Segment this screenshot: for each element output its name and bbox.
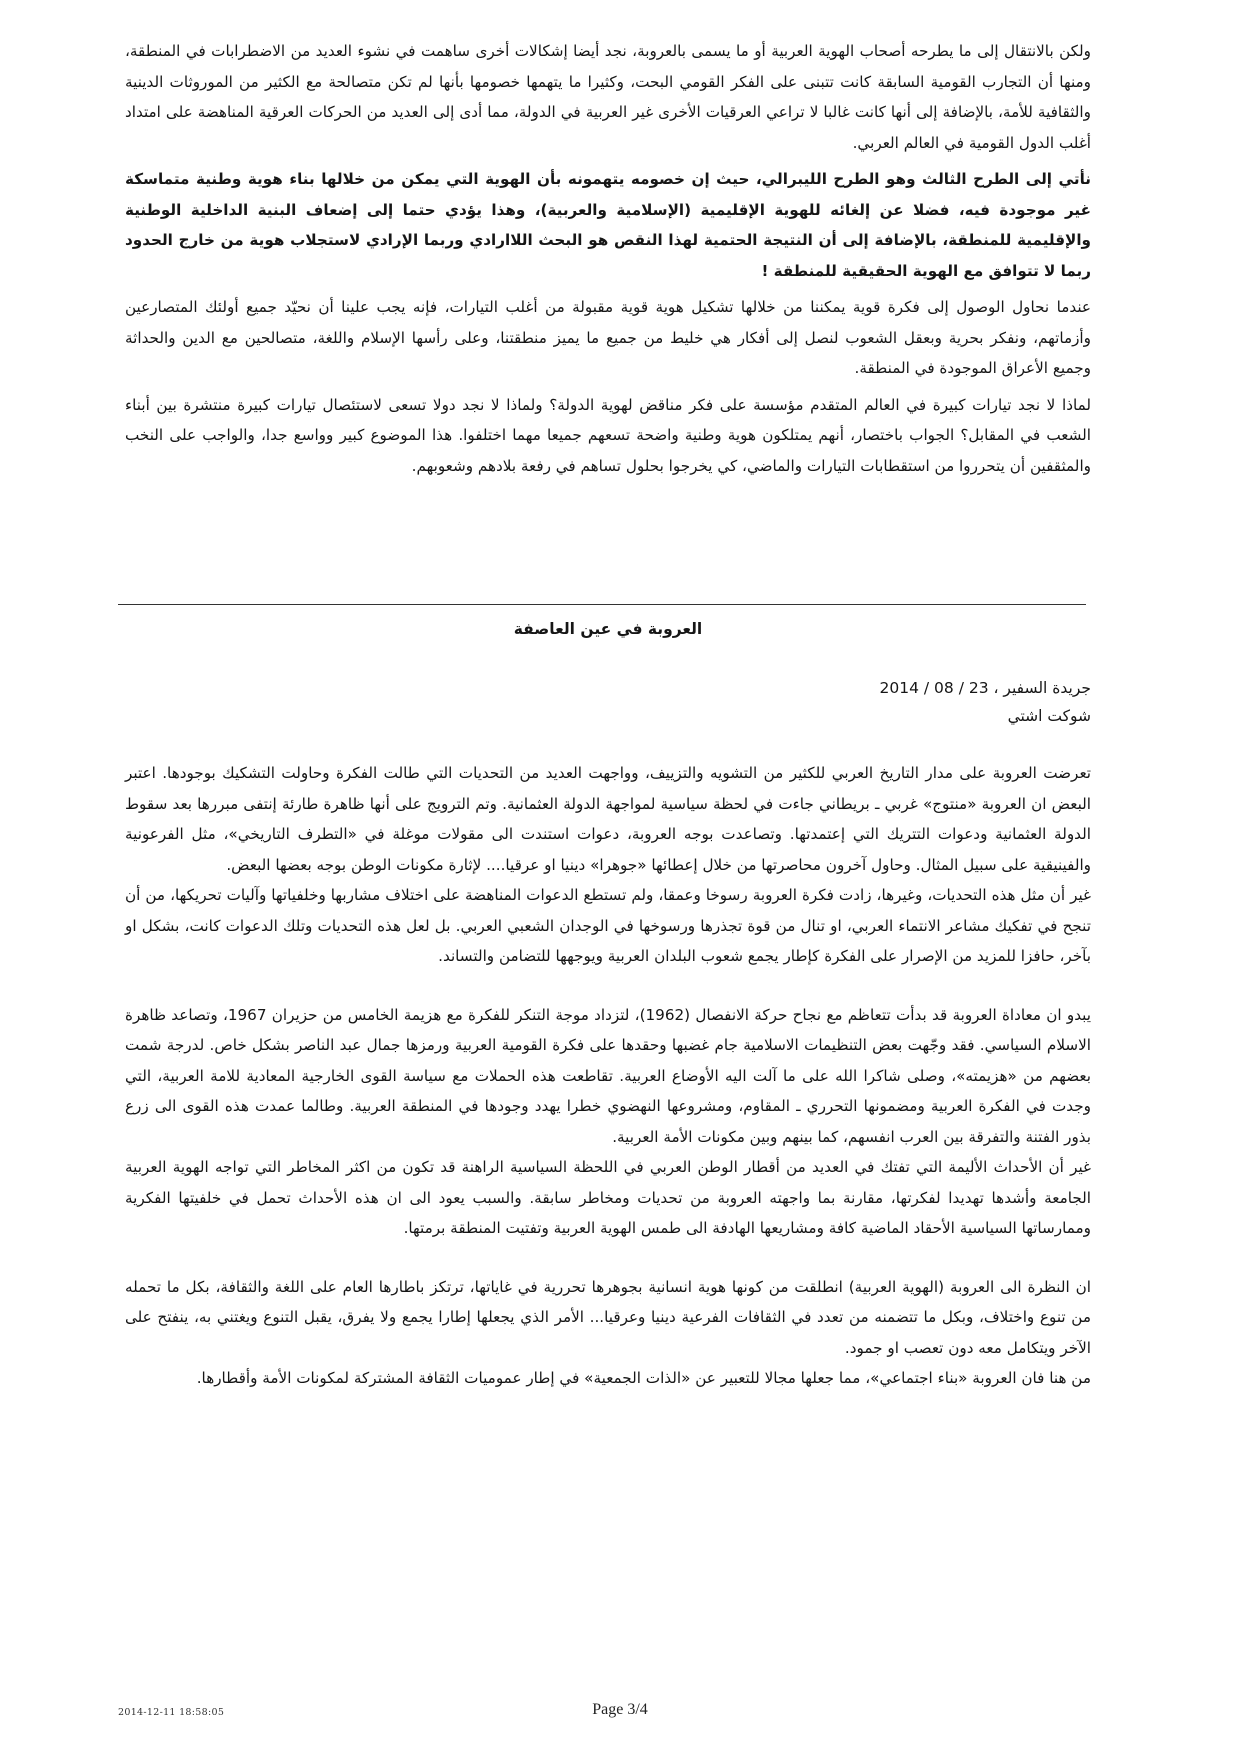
page-number: Page 3/4 xyxy=(592,1701,648,1718)
footer-timestamp: 2014-12-11 18:58:05 xyxy=(118,1707,225,1718)
article-paragraph-2: غير أن مثل هذه التحديات، وغيرها، زادت فكرة العروبة رسوخا وعمقا، ولم تستطع الدعوات المناهضة على اختلاف مشاربها وخلفياتها وآليات تحريكها، من أن تنجح في تفكيك مشاعر الانتماء العربي، او تنال من قوة تجذرها ورسوخها في الوجدان الشعبي العربي. بل لعل هذه التحديات وتلك الدعوات كانت، بشكل او بآخر، حافزا للمزيد من الإصرار على الفكرة كإطار يجمع شعوب البلدان العربية ويوجهها للتضامن والتساند. xyxy=(125,886,1091,965)
intro-paragraph-2: نأتي إلى الطرح الثالث وهو الطرح الليبرالي، حيث إن خصومه يتهمونه بأن الهوية التي يمكن من خلالها بناء هوية وطنية متماسكة غير موجودة فيه، فضلا عن إلغائه للهوية الإقليمية (الإسلامية والعربية)، وهذا يؤدي حتما إلى إضعاف البنية الداخلية الوطنية والإقليمية للمنطقة، بالإضافة إلى أن النتيجة الحتمية لهذا النقص هو البحث اللاارادي وربما الإرادي لاستجلاب هوية من خارج الحدود ربما لا تتوافق مع الهوية الحقيقية للمنطقة ! xyxy=(125,170,1091,280)
article-paragraph-3: يبدو ان معاداة العروبة قد بدأت تتعاظم مع نجاح حركة الانفصال (1962)، لتزداد موجة التنكر للفكرة مع هزيمة الخامس من حزيران 1967، وتصاعد ظاهرة الاسلام السياسي. فقد وجّهت بعض التنظيمات الاسلامية جام غضبها وحقدها على فكرة القومية العربية ورمزها جمال عبد الناصر بشكل خاص. لدرجة شمت بعضهم من «هزيمته»، وصلى شاكرا الله على ما آلت اليه الأوضاع العربية. تقاطعت هذه الحملات مع سياسة القوى الخارجية المعادية للامة العربية، التي وجدت في الفكرة العربية ومضمونها التحرري ـ المقاوم، ومشروعها النهضوي خطرا يهدد وجودها في المنطقة العربية. وطالما عمدت هذه القوى الى زرع بذور الفتنة والتفرقة بين العرب انفسهم، كما بينهم وبين مكونات الأمة العربية. xyxy=(125,1005,1091,1146)
article-source-line: جريدة السفير ، 23 / 08 / 2014 xyxy=(879,679,1091,697)
article-paragraph-1: تعرضت العروبة على مدار التاريخ العربي للكثير من التشويه والتزييف، وواجهت العديد من التحديات التي طالت الفكرة وحاولت التشكيك بوجودها. اعتبر البعض ان العروبة «منتوج» غربي ـ بريطاني جاءت في لحظة سياسية لمواجهة الدولة العثمانية. وتم الترويج على أنها ظاهرة طارئة إنتفى مبررها بعد سقوط الدولة العثمانية ودعوات التتريك التي إعتمدتها. وتصاعدت بوجه العروبة، دعوات استندت الى مقولات موغلة في «التطرف التاريخي»، مثل الفرعونية والفينيقية على سبيل المثال. وحاول آخرون محاصرتها من خلال إعطائها «جوهرا» دينيا او عرقيا.... لإثارة مكونات الوطن بوجه بعضها البعض. xyxy=(125,764,1091,874)
intro-paragraph-4: لماذا لا نجد تيارات كبيرة في العالم المتقدم مؤسسة على فكر مناقض لهوية الدولة؟ ولماذا لا نجد دولا تسعى لاستئصال تيارات كبيرة منتشرة بين أبناء الشعب في المقابل؟ الجواب باختصار، أنهم يمتلكون هوية وطنية واضحة تسعهم جميعا مهما اختلفوا. هذا الموضوع كبير وواسع جدا، والواجب على النخب والمثقفين أن يتحرروا من استقطابات التيارات والماضي، كي يخرجوا بحلول تساهم في رفعة بلادهم وشعوبهم. xyxy=(125,395,1091,475)
paragraph-gap xyxy=(125,1244,1091,1272)
paragraph-gap xyxy=(125,972,1091,1000)
intro-paragraph-1: ولكن بالانتقال إلى ما يطرحه أصحاب الهوية العربية أو ما يسمى بالعروبة، نجد أيضا إشكالات أخرى ساهمت في نشوء العديد من الاضطرابات في المنطقة، ومنها أن التجارب القومية السابقة كانت تتبنى على الفكر القومي البحت، وكثيرا ما يتهمها خصومها بأنها لم تكن متصالحة مع الكثير من الموروثات الدينية والثقافية للأمة، بالإضافة إلى أنها كانت غالبا لا تراعي العرقيات الأخرى غير العربية في الدولة، مما أدى إلى العديد من الحركات العرقية المناهضة على امتداد أغلب الدول القومية في العالم العربي. xyxy=(125,42,1091,152)
article-paragraph-6: من هنا فان العروبة «بناء اجتماعي»، مما جعلها مجالا للتعبير عن «الذات الجمعية» في إطار عموميات الثقافة المشتركة لمكونات الأمة وأقطارها. xyxy=(196,1369,1091,1387)
article-paragraph-5: ان النظرة الى العروبة (الهوية العربية) انطلقت من كونها هوية انسانية بجوهرها تحررية في غاياتها، ترتكز باطارها العام على اللغة والثقافة، بكل ما تحمله من تنوع واختلاف، وبكل ما تتضمنه من تعدد في الثقافات الفرعية دينيا وعرقيا... الأمر الذي يجعلها إطارا يجمع ولا يفرق، يقبل التنوع ويغتني به، ينفتح على الآخر ويتكامل معه دون تعصب او جمود. xyxy=(125,1277,1091,1357)
article-meta xyxy=(125,674,1091,730)
article-title: العروبة في عين العاصفة xyxy=(513,620,703,638)
intro-paragraph-3: عندما نحاول الوصول إلى فكرة قوية يمكننا من خلالها تشكيل هوية قوية مقبولة من أغلب التيارات، فإنه يجب علينا أن نحيّد جميع أولئك المتصارعين وأزماتهم، ونفكر بحرية وبعقل الشعوب لنصل إلى أفكار هي خليط من جميع ما يميز منطقتنا، وعلى رأسها الإسلام واللغة، متصالحين مع الدين والحداثة وجميع الأعراق الموجودة في المنطقة. xyxy=(125,298,1091,377)
article-body xyxy=(125,758,1091,1394)
section-divider xyxy=(118,604,1086,605)
article-paragraph-4: غير أن الأحداث الأليمة التي تفتك في العديد من أقطار الوطن العربي في اللحظة السياسية الراهنة قد تكون من اكثر المخاطر التي تواجه الهوية العربية الجامعة وأشدها تهديدا لفكرتها، مقارنة بما واجهته العروبة من تحديات ومخاطر سابقة. والسبب يعود الى ان هذه الأحداث تحمل في خلفيتها الفكرية وممارساتها السياسية الأحقاد الماضية كافة ومشاريعها الهادفة الى طمس الهوية العربية وتفتيت المنطقة برمتها. xyxy=(125,1158,1091,1237)
intro-section xyxy=(125,36,1091,487)
article-author: شوكت اشتي xyxy=(1007,707,1091,725)
